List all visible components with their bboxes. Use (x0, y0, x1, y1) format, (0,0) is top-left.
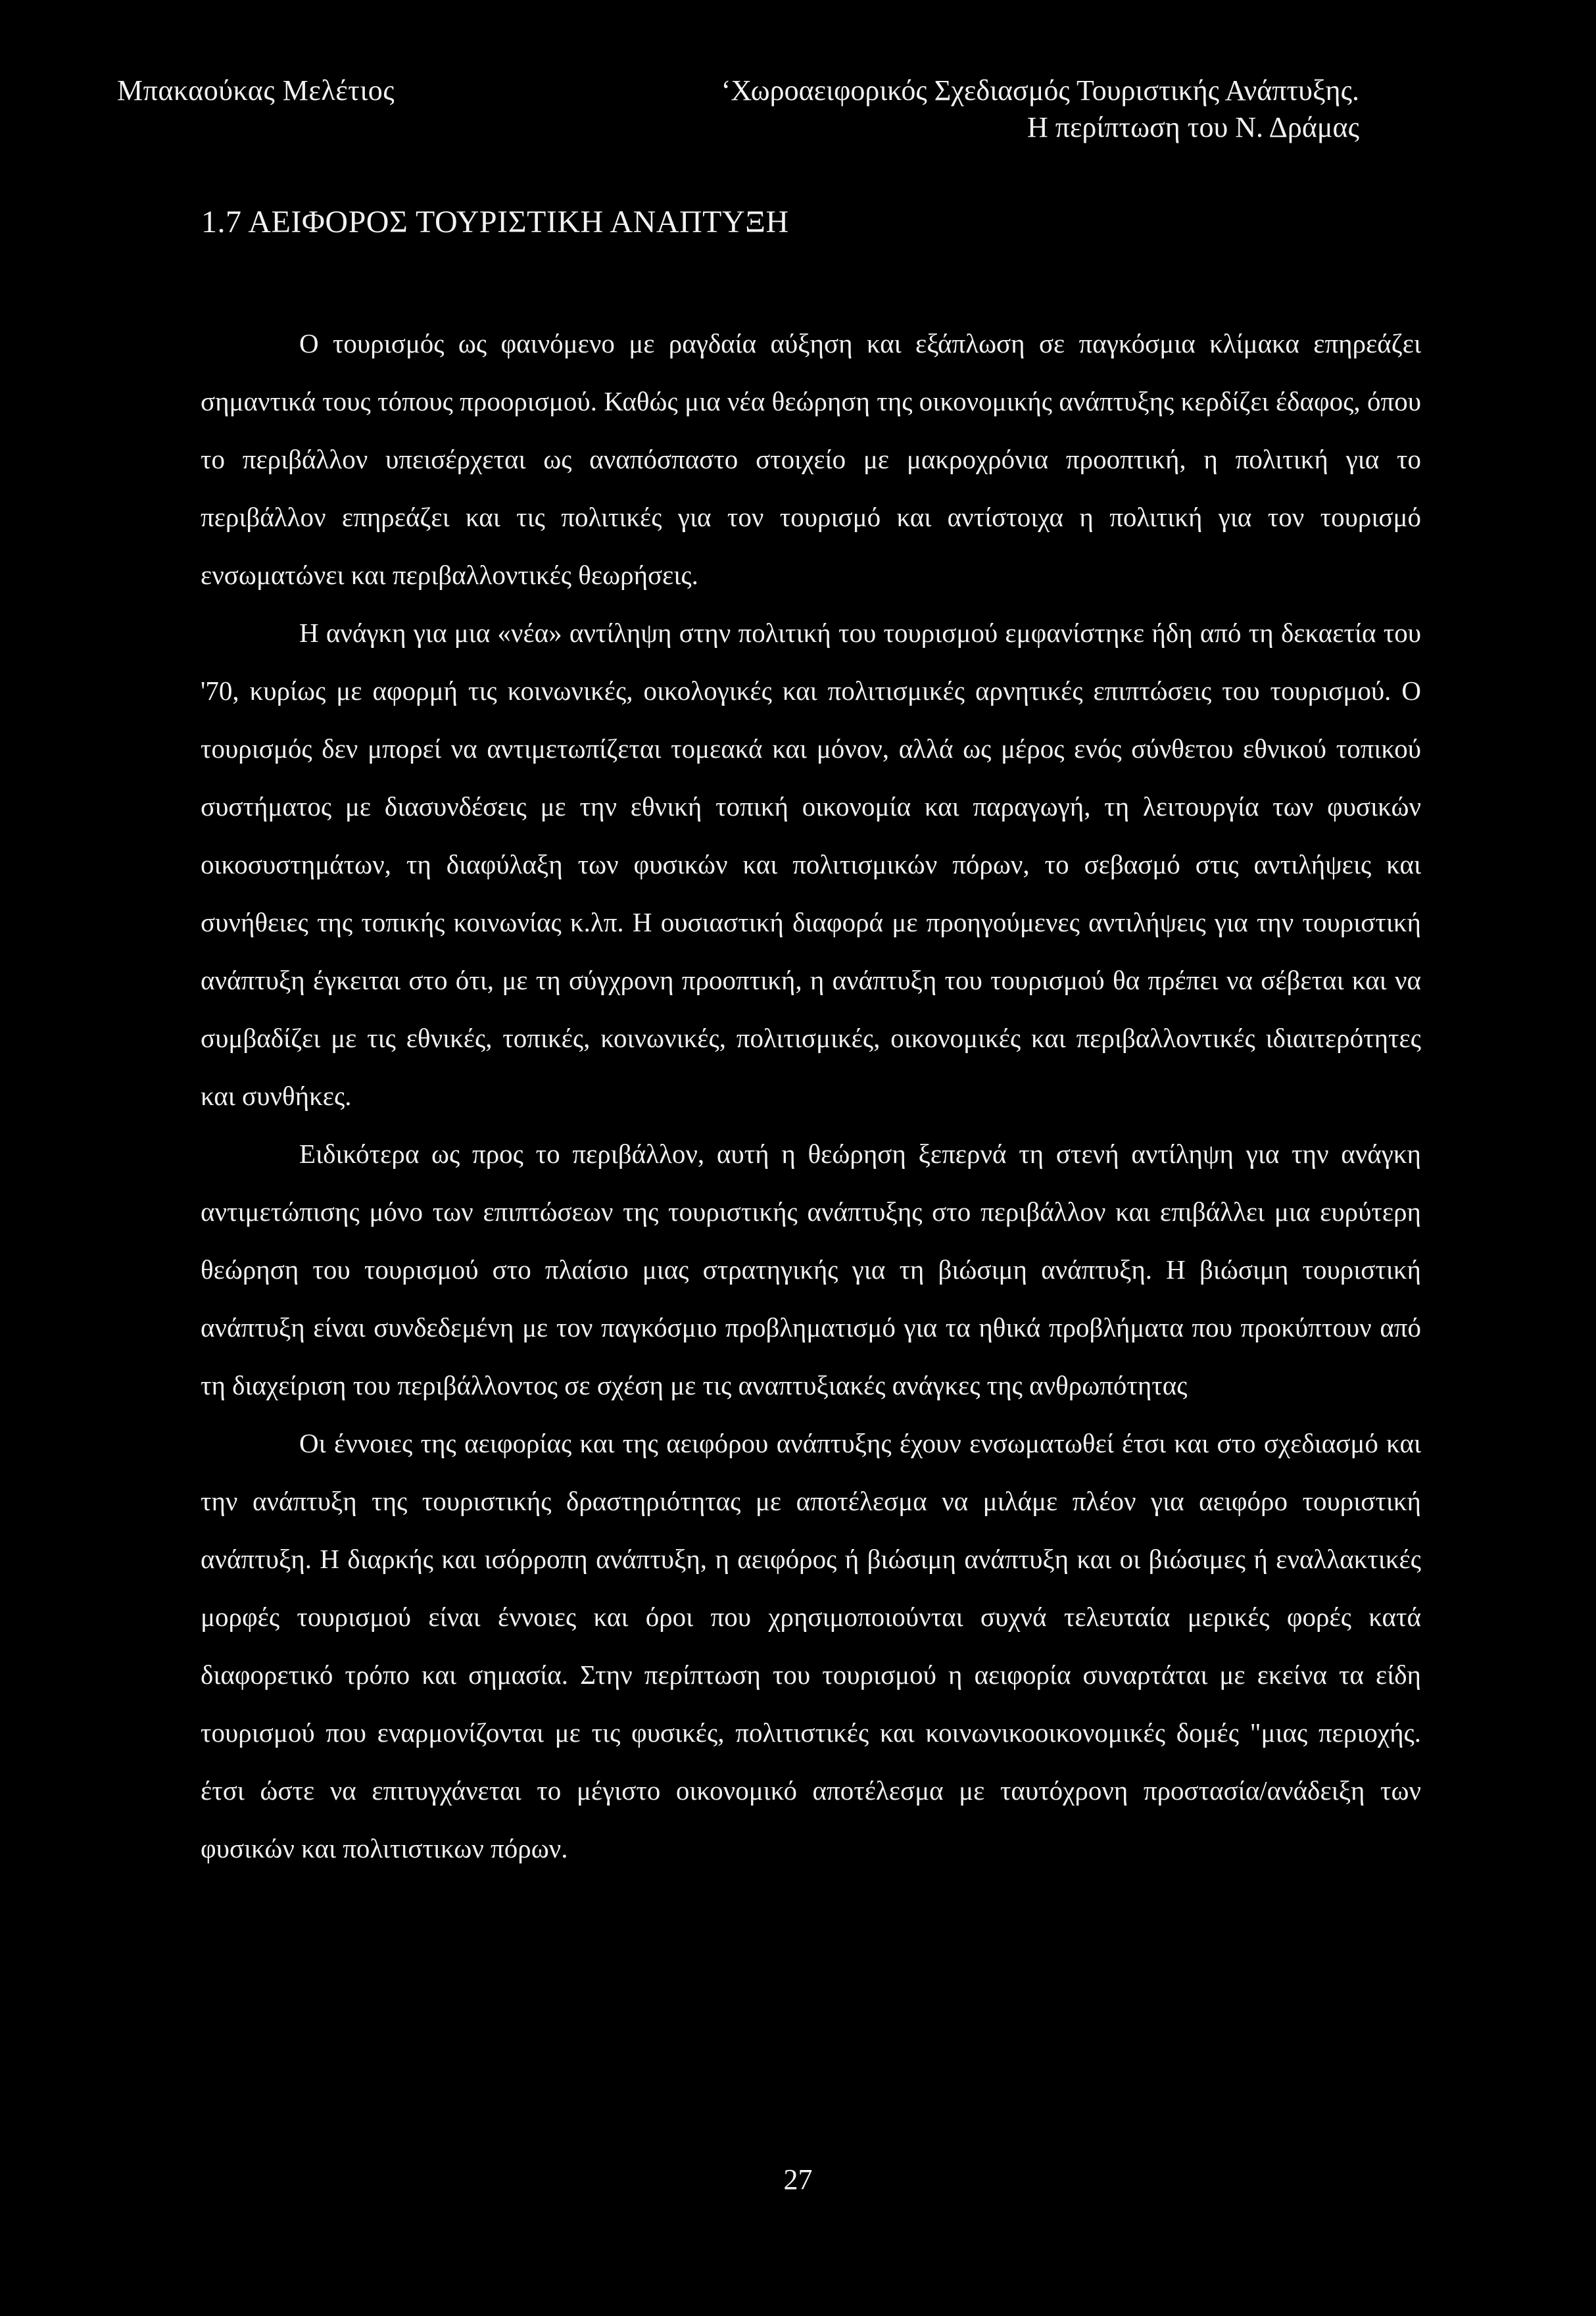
header-author: Μπακαούκας Μελέτιος (117, 74, 395, 107)
header-title-line-2: Η περίπτωση του Ν. Δράμας (1027, 111, 1359, 143)
header-document-title (603, 72, 1359, 146)
paragraph-2: Η ανάγκη για μια «νέα» αντίληψη στην πολιτική του τουρισμού εμφανίστηκε ήδη από τη δεκαετία του '70, κυρίως με αφορμή τις κοινωνικές, οικολογικές και πολιτισμικές αρνητικές επιπτώσεις του τουρισμού. Ο τουρισμός δεν μπορεί να αντιμετωπίζεται τομεακά και μόνον, αλλά ως μέρος ενός σύνθετου εθνικού τοπικού συστήματος με διασυνδέσεις με την εθνική τοπική οικονομία και παραγωγή, τη λειτουργία των φυσικών οικοσυστημάτων, τη διαφύλαξη των φυσικών και πολιτισμικών πόρων, το σεβασμό στις αντιλήψεις και συνήθειες της τοπικής κοινωνίας κ.λπ. Η ουσιαστική διαφορά με προηγούμενες αντιλήψεις για την τουριστική ανάπτυξη έγκειται στο ότι, με τη σύγχρονη προοπτική, η ανάπτυξη του τουρισμού θα πρέπει να σέβεται και να συμβαδίζει με τις εθνικές, τοπικές, κοινωνικές, πολιτισμικές, οικονομικές και περιβαλλοντικές ιδιαιτερότητες και συνθήκες. (201, 618, 1421, 1111)
paragraph-1: Ο τουρισμός ως φαινόμενο με ραγδαία αύξηση και εξάπλωση σε παγκόσμια κλίμακα επηρεάζει σημαντικά τους τόπους προορισμού. Καθώς μια νέα θεώρηση της οικονομικής ανάπτυξης κερδίζει έδαφος, όπου το περιβάλλον υπεισέρχεται ως αναπόσπαστο στοιχείο με μακροχρόνια προοπτική, η πολιτική για το περιβάλλον επηρεάζει και τις πολιτικές για τον τουρισμό και αντίστοιχα η πολιτική για τον τουρισμό ενσωματώνει και περιβαλλοντικές θεωρήσεις. (201, 328, 1421, 590)
section-heading: 1.7 ΑΕΙΦΟΡΟΣ ΤΟΥΡΙΣΤΙΚΗ ΑΝΑΠΤΥΞΗ (201, 205, 789, 239)
header-title-line-1: ‘Χωροαειφορικός Σχεδιασμός Τουριστικής Ανάπτυξης. (721, 74, 1359, 107)
paragraph-4: Οι έννοιες της αειφορίας και της αειφόρου ανάπτυξης έχουν ενσωματωθεί έτσι και στο σχεδιασμό και την ανάπτυξη της τουριστικής δραστηριότητας με αποτέλεσμα να μιλάμε πλέον για αειφόρο τουριστική ανάπτυξη. Η διαρκής και ισόρροπη ανάπτυξη, η αειφόρος ή βιώσιμη ανάπτυξη και οι βιώσιμες ή εναλλακτικές μορφές τουρισμού είναι έννοιες και όροι που χρησιμοποιούνται συχνά τελευταία μερικές φορές κατά διαφορετικό τρόπο και σημασία. Στην περίπτωση του τουρισμού η αειφορία συναρτάται με εκείνα τα είδη τουρισμού που εναρμονίζονται με τις φυσικές, πολιτιστικές και κοινωνικοοικονομικές δομές "μιας περιοχής. έτσι ώστε να επιτυγχάνεται το μέγιστο οικονομικό αποτέλεσμα με ταυτόχρονη προστασία/ανάδειξη των φυσικών και πολιτιστικων πόρων. (201, 1428, 1421, 1863)
paragraph-3: Ειδικότερα ως προς το περιβάλλον, αυτή η θεώρηση ξεπερνά τη στενή αντίληψη για την ανάγκη αντιμετώπισης μόνο των επιπτώσεων της τουριστικής ανάπτυξης στο περιβάλλον και επιβάλλει μια ευρύτερη θεώρηση του τουρισμού στο πλαίσιο μιας στρατηγικής για τη βιώσιμη ανάπτυξη. Η βιώσιμη τουριστική ανάπτυξη είναι συνδεδεμένη με τον παγκόσμιο προβληματισμό για τα ηθικά προβλήματα που προκύπτουν από τη διαχείριση του περιβάλλοντος σε σχέση με τις αναπτυξιακές ανάγκες της ανθρωπότητας (201, 1139, 1421, 1400)
page-number: 27 (783, 2163, 813, 2196)
body-text (201, 314, 1421, 1877)
